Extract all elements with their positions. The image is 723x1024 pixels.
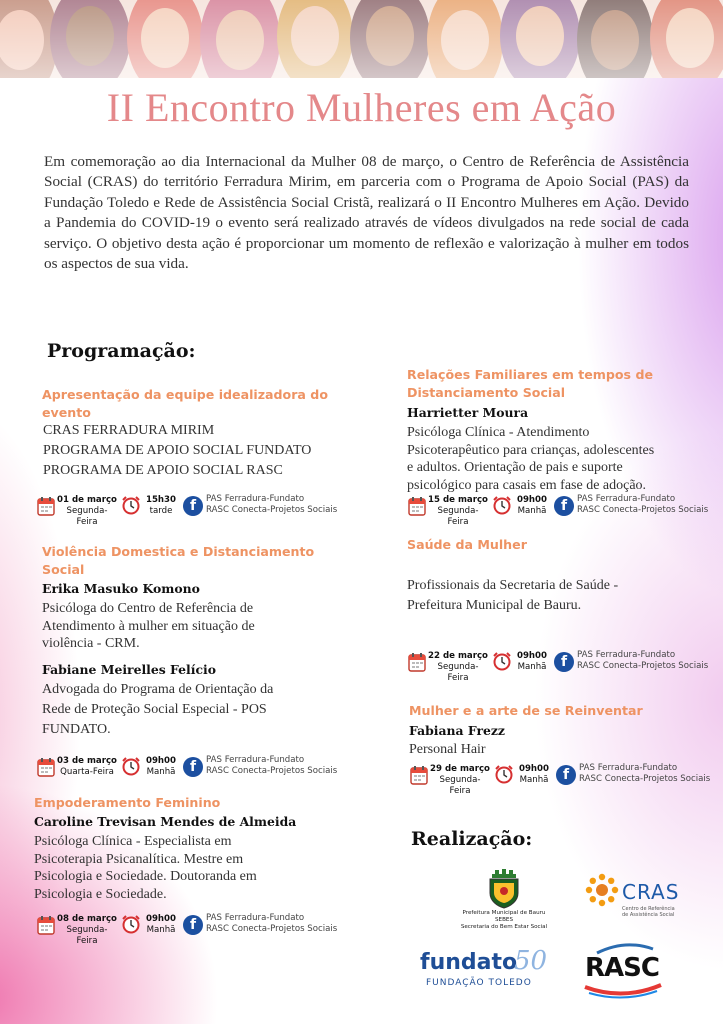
rasc-logo (583, 943, 673, 1001)
prefeitura-bauru-logo (446, 868, 562, 934)
speaker-description: Personal Hair (409, 742, 486, 757)
speaker-name: Erika Masuko Komono (42, 581, 200, 596)
fundato-logo: fundato 50 FUNDAÇÃO TOLEDO (420, 946, 548, 988)
alarm-clock-icon (121, 756, 141, 776)
alarm-clock-icon (494, 764, 514, 784)
prefeitura-caption: Prefeitura Municipal de Bauru SEBES Secretaria do Bem Estar Social (460, 910, 548, 930)
session-schedule (37, 913, 338, 946)
rasc-swoosh-bottom (583, 983, 663, 999)
intro-paragraph: Em comemoração ao dia Internacional da Mulher 08 de março, o Centro de Referência de Assistência Social (CRAS) do território Ferradura Mirim, em parceria com o Programa de Apoio Social (PAS) da Fundação Toledo e Rede de Assistência Social Cristã, realizará o II Encontro Mulheres em Ação. Devido a Pandemia do COVID-19 o evento será realizado através de vídeos divulgados na rede social de cada serviço. O objetivo desta ação é proporcionar um momento de reflexão e valorização à mulher em todos os aspectos de sua vida. (44, 153, 689, 273)
speaker-description: Advogada do Programa de Orientação da Rede de Proteção Social Especial - POS FUNDATO. (42, 682, 274, 737)
social-channels: PAS Ferradura-Fundato RASC Conecta-Projetos Sociais (206, 494, 338, 516)
social-channels: PAS Ferradura-Fundato RASC Conecta-Projetos Sociais (206, 755, 338, 777)
speaker-name: Harrietter Moura (407, 405, 529, 420)
alarm-clock-icon (492, 495, 512, 515)
programacao-heading: Programação: (47, 340, 196, 362)
sun-people-icon (584, 872, 620, 908)
session-title: Empoderamento Feminino (34, 795, 221, 810)
speaker-description: Psicóloga do Centro de Referência de Atendimento à mulher em situação de violência - CRM. (42, 601, 255, 652)
facebook-icon: f (554, 496, 574, 516)
speaker-name: Fabiane Meirelles Felício (42, 662, 216, 677)
speaker-description: Psicóloga Clínica - Especialista em Psicoterapia Psicanalítica. Mestre em Psicologia e Sociedade. Doutoranda em Psicologia e Sociedade. (34, 834, 257, 902)
social-channels: PAS Ferradura-Fundato RASC Conecta-Projetos Sociais (579, 763, 711, 785)
session-time: 15h30 tarde (145, 495, 177, 516)
session-schedule (408, 494, 709, 527)
speaker-name: Fabiana Frezz (409, 723, 505, 738)
calendar-icon (37, 496, 55, 516)
calendar-icon (410, 765, 428, 785)
session-title: Saúde da Mulher (407, 537, 527, 552)
cras-logo (584, 870, 684, 926)
alarm-clock-icon (121, 914, 141, 934)
session-time: 09h00 Manhã (516, 651, 548, 672)
facebook-icon: f (556, 765, 576, 785)
social-channels: PAS Ferradura-Fundato RASC Conecta-Projetos Sociais (577, 494, 709, 516)
session-description: Profissionais da Secretaria de Saúde - Prefeitura Municipal de Bauru. (407, 578, 619, 613)
calendar-icon (37, 915, 55, 935)
session-title: Violência Domestica e Distanciamento Social (42, 544, 315, 577)
session-date: 08 de março Segunda-Feira (57, 914, 117, 946)
session-title: Apresentação da equipe idealizadora do evento (42, 387, 328, 420)
facebook-icon: f (183, 757, 203, 777)
calendar-icon (408, 652, 426, 672)
session-date: 15 de março Segunda-Feira (428, 495, 488, 527)
session-date: 03 de março Quarta-Feira (57, 756, 117, 777)
realizacao-heading: Realização: (411, 828, 533, 850)
coat-of-arms-icon (484, 868, 524, 910)
calendar-icon (37, 757, 55, 777)
speaker-name: Caroline Trevisan Mendes de Almeida (34, 814, 297, 829)
facebook-icon: f (554, 652, 574, 672)
session-time: 09h00 Manhã (145, 756, 177, 777)
facebook-icon: f (183, 496, 203, 516)
session-date: 29 de março Segunda-Feira (430, 764, 490, 796)
social-channels: PAS Ferradura-Fundato RASC Conecta-Projetos Sociais (206, 913, 338, 935)
session-date: 01 de março Segunda-Feira (57, 495, 117, 527)
header-illustration (0, 0, 723, 78)
facebook-icon: f (183, 915, 203, 935)
session-time: 09h00 Manhã (518, 764, 550, 785)
session-schedule (37, 494, 338, 527)
calendar-icon (408, 496, 426, 516)
session-schedule (37, 755, 337, 783)
session-time: 09h00 Manhã (516, 495, 548, 516)
cras-wordmark: CRAS (622, 880, 680, 904)
session-schedule (408, 650, 709, 683)
session-title: Mulher e a arte de se Reinventar (409, 703, 643, 718)
session-title: Relações Familiares em tempos de Distanciamento Social (407, 367, 653, 400)
session-schedule (410, 763, 711, 796)
alarm-clock-icon (492, 651, 512, 671)
session-date: 22 de março Segunda-Feira (428, 651, 488, 683)
social-channels: PAS Ferradura-Fundato RASC Conecta-Projetos Sociais (577, 650, 709, 672)
page-title: II Encontro Mulheres em Ação (106, 85, 617, 130)
speaker-description: Psicóloga Clínica - Atendimento Psicoterapêutico para crianças, adolescentes e adultos. Orientação de pais e suporte psicológico para casais em fase de adoção. (407, 425, 655, 493)
session-time: 09h00 Manhã (145, 914, 177, 935)
rasc-wordmark: RASC (585, 953, 659, 983)
alarm-clock-icon (121, 495, 141, 515)
cras-subtitle: Centro de Referência de Assistência Social (622, 906, 675, 918)
session-description: CRAS FERRADURA MIRIM PROGRAMA DE APOIO SOCIAL FUNDATO PROGRAMA DE APOIO SOCIAL RASC (43, 423, 312, 478)
